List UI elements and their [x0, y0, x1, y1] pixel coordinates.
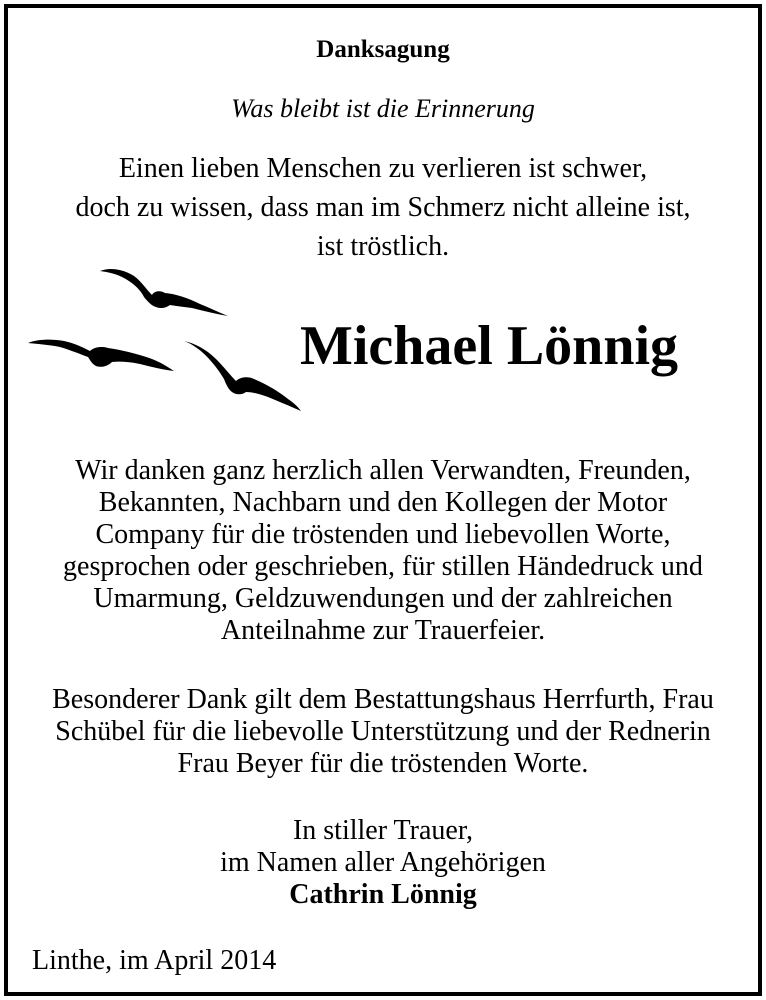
notice-subtitle: Was bleibt ist die Erinnerung [231, 94, 535, 123]
special-thanks-paragraph [8, 684, 758, 780]
closing-line: In stiller Trauer, [292, 815, 474, 846]
consolation-quote [8, 149, 758, 266]
thanks-line: Umarmung, Geldzuwendungen und der zahlreichen [93, 583, 673, 614]
special-thanks-line: Schübel für die liebevolle Unterstützung und der Rednerin [55, 716, 711, 747]
closing-line: im Namen aller Angehörigen [220, 847, 546, 878]
signer-name: Cathrin Lönnig [289, 879, 477, 910]
quote-line: Einen lieben Menschen zu verlieren ist schwer, [118, 153, 648, 184]
thanks-line: Wir danken ganz herzlich allen Verwandten, Freunden, [75, 455, 691, 486]
thanks-line: Bekannten, Nachbarn und den Kollegen der Motor [98, 487, 668, 518]
quote-line: ist tröstlich. [316, 231, 450, 262]
flying-birds-icon [18, 263, 308, 415]
deceased-name: Michael Lönnig [300, 315, 679, 377]
special-thanks-line: Frau Beyer für die tröstenden Worte. [177, 748, 589, 779]
closing-block [8, 815, 758, 911]
thanks-line: gesprochen oder geschrieben, für stillen Händedruck und [63, 551, 703, 582]
quote-line: doch zu wissen, dass man im Schmerz nicht alleine ist, [75, 192, 691, 223]
thanks-paragraph [8, 455, 758, 647]
bird-top-icon [100, 269, 228, 316]
notice-heading: Danksagung [316, 36, 450, 63]
bird-right-icon [184, 341, 301, 411]
special-thanks-line: Besonderer Dank gilt dem Bestattungshaus Herrfurth, Frau [52, 684, 714, 715]
thanks-line: Company für die tröstenden und liebevollen Worte, [95, 519, 671, 550]
bird-left-icon [28, 340, 174, 371]
thanks-line: Anteilnahme zur Trauerfeier. [220, 615, 546, 646]
place-date: Linthe, im April 2014 [32, 945, 277, 976]
obituary-notice [4, 4, 762, 996]
